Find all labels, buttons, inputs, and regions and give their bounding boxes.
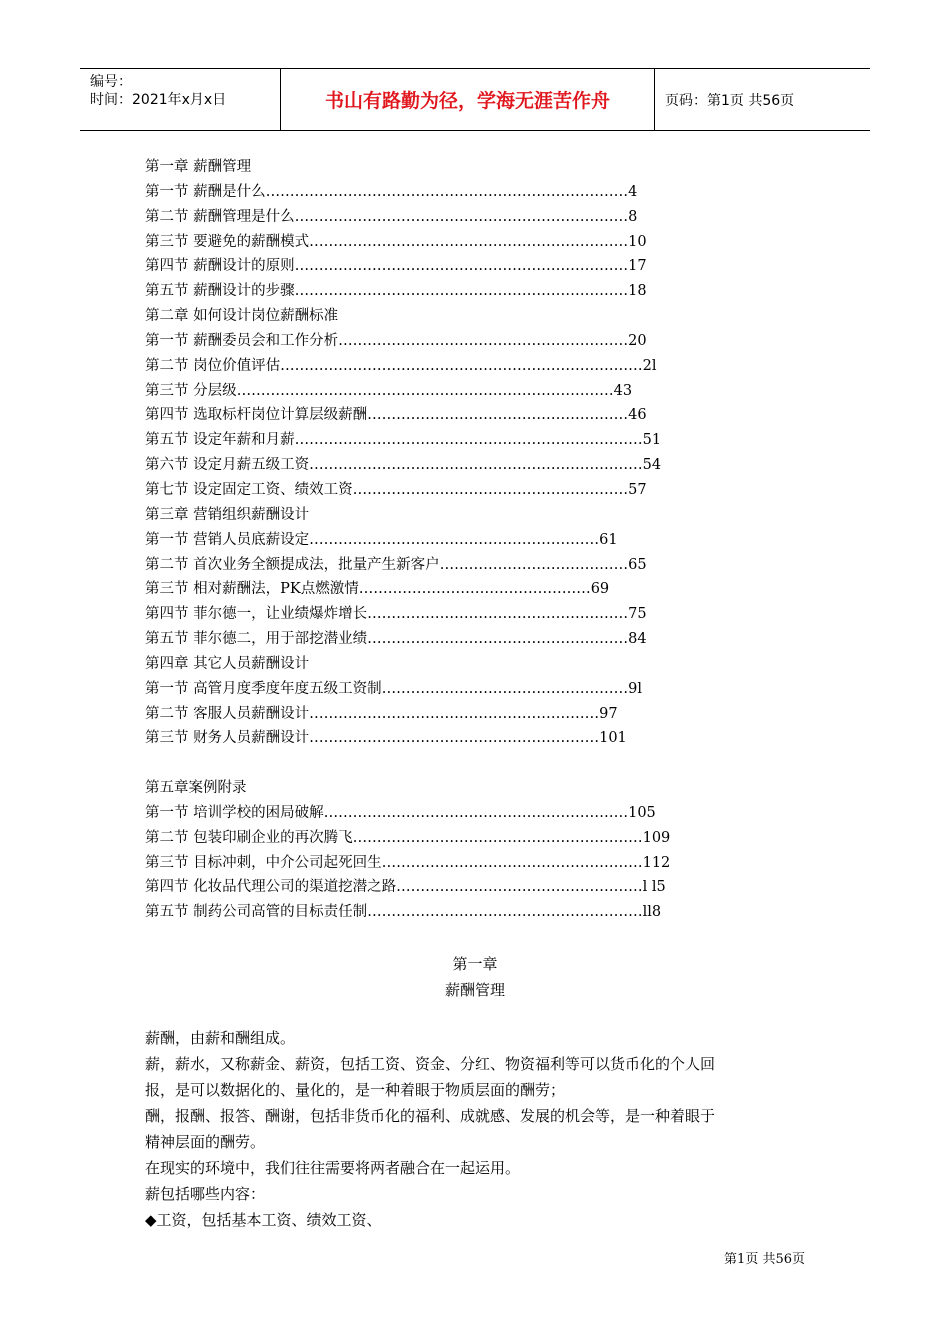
header-page-number: 页码：第1页 共56页 xyxy=(665,92,795,109)
chapter-number: 第一章 xyxy=(452,955,498,973)
body-paragraph: 酬，报酬、报答、酬谢，包括非货币化的福利、成就感、发展的机会等，是一种着眼于精神层面的酬劳。 xyxy=(145,1107,716,1151)
toc-entry: 第三节 相对薪酬法，PK点燃激情…………………………………………69 xyxy=(145,581,610,598)
toc-entry: 第一节 薪酬是什么…………………………………………………………………4 xyxy=(145,183,638,200)
toc-entry: 第四节 化妆品代理公司的渠道挖潜之路……………………………………………l l5 xyxy=(145,879,666,896)
body-paragraph: 薪酬，由薪和酬组成。 xyxy=(145,1029,296,1047)
toc-entry: 第四节 薪酬设计的原则……………………………………………………………17 xyxy=(145,258,647,275)
toc-entry: 第五节 薪酬设计的步骤……………………………………………………………18 xyxy=(145,283,647,300)
toc-entry: 第六节 设定月薪五级工资……………………………………………………………54 xyxy=(145,457,662,474)
toc-entry: 第七节 设定固定工资、绩效工资…………………………………………………57 xyxy=(145,481,647,498)
table-of-contents xyxy=(145,155,765,925)
body-text xyxy=(145,1025,725,1233)
toc-chapter: 第五章案例附录 xyxy=(145,780,247,797)
toc-chapter: 第一章 薪酬管理 xyxy=(145,159,252,175)
toc-spacer xyxy=(145,751,765,776)
body-paragraph: 在现实的环境中，我们往往需要将两者融合在一起运用。 xyxy=(145,1159,521,1177)
toc-entry: 第三节 分层级……………………………………………………………………43 xyxy=(145,382,633,399)
toc-entry: 第三节 财务人员薪酬设计……………………………………………………101 xyxy=(145,730,627,747)
toc-entry: 第四节 选取标杆岗位计算层级薪酬………………………………………………46 xyxy=(145,407,647,424)
toc-entry: 第三节 目标冲刺，中介公司起死回生………………………………………………112 xyxy=(145,854,671,871)
body-paragraph: ◆工资，包括基本工资、绩效工资、 xyxy=(145,1211,382,1229)
toc-entry: 第五节 菲尔德二，用于部挖潜业绩………………………………………………84 xyxy=(145,631,647,648)
toc-entry: 第五节 制药公司高管的目标责任制…………………………………………………ll8 xyxy=(145,904,662,921)
toc-entry: 第一节 高管月度季度年度五级工资制……………………………………………9l xyxy=(145,680,642,697)
toc-chapter: 第三章 营销组织薪酬设计 xyxy=(145,506,310,523)
toc-entry: 第一节 薪酬委员会和工作分析……………………………………………………20 xyxy=(145,332,647,349)
document-date-label: 时间：2021年x月x日 xyxy=(90,92,227,108)
toc-entry: 第五节 设定年薪和月薪………………………………………………………………51 xyxy=(145,432,662,449)
toc-entry: 第二节 客服人员薪酬设计……………………………………………………97 xyxy=(145,705,618,722)
toc-entry: 第三节 要避免的薪酬模式…………………………………………………………10 xyxy=(145,233,647,250)
page-header xyxy=(80,68,870,131)
toc-entry: 第二节 薪酬管理是什么……………………………………………………………8 xyxy=(145,208,638,225)
toc-entry: 第二节 首次业务全额提成法，批量产生新客户…………………………………65 xyxy=(145,556,647,573)
header-motto: 书山有路勤为径，学海无涯苦作舟 xyxy=(281,69,655,130)
toc-chapter: 第四章 其它人员薪酬设计 xyxy=(145,655,310,672)
toc-chapter: 第二章 如何设计岗位薪酬标准 xyxy=(145,308,339,325)
toc-entry: 第一节 培训学校的困局破解………………………………………………………105 xyxy=(145,804,656,821)
header-meta-cell xyxy=(80,69,281,130)
toc-entry: 第四节 菲尔德一，让业绩爆炸增长………………………………………………75 xyxy=(145,606,647,623)
document-number-label: 编号： xyxy=(90,74,132,90)
toc-entry: 第一节 营销人员底薪设定……………………………………………………61 xyxy=(145,531,618,548)
chapter-title: 薪酬管理 xyxy=(444,981,505,999)
body-paragraph: 薪，薪水，又称薪金、薪资，包括工资、资金、分红、物资福利等可以货币化的个人回报，是可以数据化的、量化的，是一种着眼于物质层面的酬劳； xyxy=(145,1055,716,1099)
toc-entry: 第二节 岗位价值评估…………………………………………………………………2l xyxy=(145,357,657,374)
body-paragraph: 薪包括哪些内容： xyxy=(145,1185,266,1203)
toc-entry: 第二节 包装印刷企业的再次腾飞……………………………………………………109 xyxy=(145,829,671,846)
page-footer: 第1页 共56页 xyxy=(724,1252,805,1267)
